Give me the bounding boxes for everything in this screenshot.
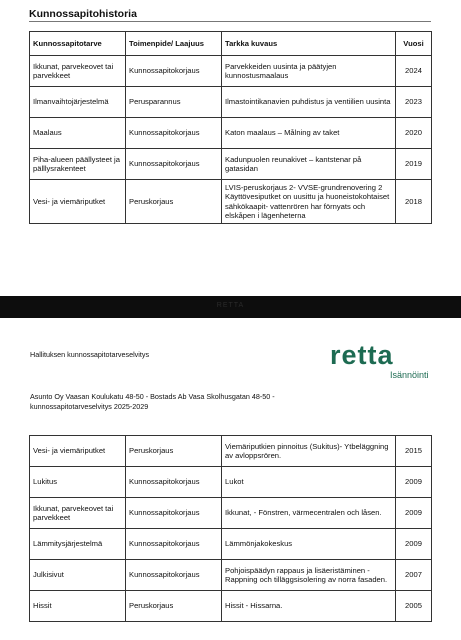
cell-target: Lämmitysjärjestelmä — [30, 529, 126, 560]
page-break-band — [0, 296, 461, 318]
cell-target: Julkisivut — [30, 560, 126, 591]
cell-measure: Kunnossapitokorjaus — [126, 118, 222, 149]
cell-description: Ilmastointikanavien puhdistus ja ventiilien uusinta — [222, 87, 396, 118]
table-row — [30, 180, 432, 224]
table-row — [30, 591, 432, 622]
cell-measure: Kunnossapitokorjaus — [126, 467, 222, 498]
cell-year: 2009 — [396, 467, 432, 498]
cell-target: Maalaus — [30, 118, 126, 149]
section-title: Kunnossapitohistoria — [29, 8, 137, 20]
cell-year: 2015 — [396, 436, 432, 467]
retta-logo — [330, 340, 430, 388]
cell-year: 2007 — [396, 560, 432, 591]
cell-measure: Kunnossapitokorjaus — [126, 560, 222, 591]
cell-measure: Kunnossapitokorjaus — [126, 529, 222, 560]
header-year: Vuosi — [396, 32, 432, 56]
cell-description: Parvekkeiden uusinta ja päätyjen kunnostusmaalaus — [222, 56, 396, 87]
header-description: Tarkka kuvaus — [222, 32, 396, 56]
cell-year: 2019 — [396, 149, 432, 180]
cell-description: Viemäriputkien pinnoitus (Sukitus)- Ytbeläggning av avloppsrören. — [222, 436, 396, 467]
cell-target: Hissit — [30, 591, 126, 622]
cell-year: 2005 — [396, 591, 432, 622]
cell-target: Piha-alueen päällysteet ja pälllysrakenteet — [30, 149, 126, 180]
table-row — [30, 560, 432, 591]
cell-target: Ilmanvaihtojärjestelmä — [30, 87, 126, 118]
table-row — [30, 529, 432, 560]
cell-target: Vesi- ja viemäriputket — [30, 180, 126, 224]
table-row — [30, 149, 432, 180]
page-footer-label: RETTA — [216, 302, 245, 309]
cell-measure: Kunnossapitokorjaus — [126, 56, 222, 87]
cell-description: Kadunpuolen reunakivet – kantstenar på gatasidan — [222, 149, 396, 180]
cell-description: LVIS-peruskorjaus 2- VVSE-grundrenovering 2 Käyttövesiputket on uusittu ja huoneistokohtaiset sähkökaapit- vattenrören har förnyats och elskåpen i lägenheterna — [222, 180, 396, 224]
cell-description: Lämmönjakokeskus — [222, 529, 396, 560]
cell-target: Ikkunat, parvekeovet tai parvekkeet — [30, 56, 126, 87]
logo-subtitle: Isännöinti — [390, 370, 429, 380]
table-row — [30, 56, 432, 87]
cell-description: Ikkunat, - Fönstren, värmecentralen och låsen. — [222, 498, 396, 529]
cell-measure: Perusparannus — [126, 87, 222, 118]
cell-year: 2020 — [396, 118, 432, 149]
cell-description: Hissit - Hissarna. — [222, 591, 396, 622]
table-row — [30, 87, 432, 118]
cell-measure: Peruskorjaus — [126, 436, 222, 467]
cell-year: 2024 — [396, 56, 432, 87]
cell-measure: Peruskorjaus — [126, 180, 222, 224]
cell-year: 2009 — [396, 529, 432, 560]
report-title: Hallituksen kunnossapitotarveselvitys — [30, 350, 150, 359]
header-target: Kunnossapitotarve — [30, 32, 126, 56]
cell-target: Lukitus — [30, 467, 126, 498]
cell-description: Katon maalaus – Målning av taket — [222, 118, 396, 149]
property-description: Asunto Oy Vaasan Koulukatu 48-50 - Bostads Ab Vasa Skolhusgatan 48-50 - kunnossapitotarveselvitys 2025-2029 — [30, 392, 275, 412]
cell-measure: Peruskorjaus — [126, 591, 222, 622]
cell-measure: Kunnossapitokorjaus — [126, 149, 222, 180]
cell-target: Vesi- ja viemäriputket — [30, 436, 126, 467]
table-row — [30, 467, 432, 498]
cell-year: 2023 — [396, 87, 432, 118]
maintenance-history-table — [29, 31, 432, 224]
cell-description: Pohjoispäädyn rappaus ja lisäeristäminen - Rappning och tilläggsisolering av norra fasaden. — [222, 560, 396, 591]
title-underline — [29, 21, 431, 22]
cell-description: Lukot — [222, 467, 396, 498]
cell-measure: Kunnossapitokorjaus — [126, 498, 222, 529]
document-page-1 — [0, 0, 461, 296]
maintenance-history-table-continued — [29, 435, 432, 622]
table-row — [30, 118, 432, 149]
table-header-row — [30, 32, 432, 56]
cell-year: 2009 — [396, 498, 432, 529]
table-row — [30, 436, 432, 467]
cell-year: 2018 — [396, 180, 432, 224]
cell-target: Ikkunat, parvekeovet tai parvekkeet — [30, 498, 126, 529]
logo-wordmark: retta — [330, 340, 394, 370]
table-row — [30, 498, 432, 529]
header-measure: Toimenpide/ Laajuus — [126, 32, 222, 56]
